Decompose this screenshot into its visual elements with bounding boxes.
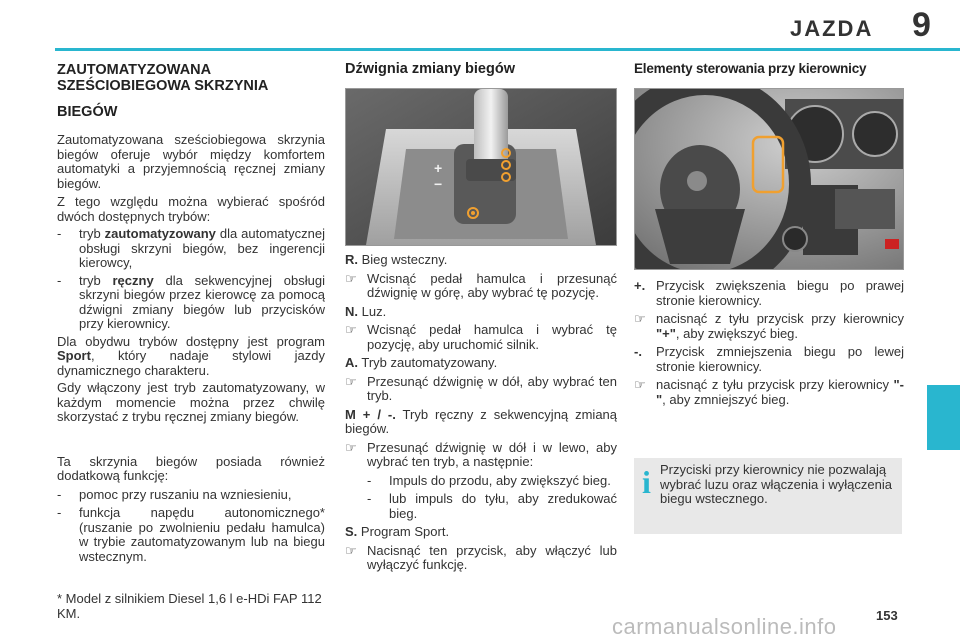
gear-lever-illustration: [346, 89, 616, 245]
step-icon: ☞: [345, 270, 357, 286]
column-intro: [57, 60, 325, 621]
sport-name: Sport: [57, 348, 91, 363]
mode-manual-name: ręczny: [112, 272, 154, 288]
modes-paragraph: Z tego względu można wybierać spośród dwóch dostępnych trybów:: [57, 194, 325, 224]
column-steering-controls: [634, 60, 904, 77]
function-hill-start: - pomoc przy ruszaniu na wzniesieniu,: [57, 486, 292, 502]
list-dash: -: [367, 491, 372, 506]
position-m-sub2: - lub impuls do tyłu, aby zredukować bieg.: [367, 491, 617, 521]
function-creep: - funkcja napędu autonomicznego* (ruszanie po zwolnieniu pedału hamulca) w trybie zautomatyzowanym lub na biegu wstecznym.: [57, 505, 325, 564]
info-box: [634, 458, 902, 534]
step-icon: ☞: [345, 439, 357, 455]
footnote: * Model z silnikiem Diesel 1,6 l e-HDi FAP 112 KM.: [57, 591, 322, 621]
position-s: S. Program Sport.: [345, 524, 450, 539]
photo-plus-label: +: [434, 160, 443, 176]
info-text: Przyciski przy kierownicy nie pozwalają wybrać luzu oraz włączenia i wyłączenia biegu wstecznego.: [660, 462, 892, 506]
list-dash: -: [57, 486, 62, 502]
step-icon: ☞: [345, 322, 357, 337]
step-icon: ☞: [634, 377, 646, 392]
position-a: A. Tryb zautomatyzowany.: [345, 355, 498, 370]
mode-manual: - tryb ręczny dla sekwencyjnej obsługi skrzyni biegów przez kierowcę za pomocą dźwigni zmiany biegów lub przycisków przy kierownicy.: [57, 272, 325, 331]
override-paragraph: Gdy włączony jest tryb zautomatyzowany, w każdym momencie można przez chwilę skorzystać z trybu ręcznej zmiany biegów.: [57, 380, 325, 424]
list-dash: -: [367, 472, 372, 488]
position-r-step: ☞ Wcisnąć pedał hamulca i przesunąć dźwignię w górę, aby wybrać tę pozycję.: [345, 270, 617, 300]
step-icon: ☞: [634, 311, 646, 326]
steering-wheel-illustration: [635, 89, 903, 269]
downshift-button-description: -. Przycisk zmniejszenia biegu po lewej stronie kierownicy.: [634, 344, 904, 374]
mode-automated: - tryb zautomatyzowany dla automatycznej obsługi skrzyni biegów, bez ingerencji kierowcy,: [57, 226, 325, 270]
chapter-side-tab: [927, 385, 960, 450]
extra-function-paragraph: Ta skrzynia biegów posiada również dodatkową funkcję:: [57, 453, 325, 483]
position-s-step: ☞ Nacisnąć ten przycisk, aby włączyć lub wyłączyć funkcję.: [345, 542, 617, 572]
step-icon: ☞: [345, 373, 357, 389]
upshift-step: ☞ nacisnąć z tyłu przycisk przy kierownicy "+", aby zwiększyć bieg.: [634, 311, 904, 341]
position-n-step: ☞ Wcisnąć pedał hamulca i wybrać tę pozycję, aby uruchomić silnik.: [345, 322, 617, 352]
upshift-label: +.: [634, 278, 646, 293]
list-dash: -: [57, 272, 62, 288]
section-title-line3: BIEGÓW: [57, 104, 118, 120]
steering-wheel-photo: [634, 88, 904, 270]
downshift-step: ☞ nacisnąć z tyłu przycisk przy kierownicy "-", aby zmniejszyć bieg.: [634, 377, 904, 407]
position-m-step: ☞ Przesunąć dźwignię w dół i w lewo, aby wybrać ten tryb, a następnie:: [345, 439, 617, 469]
gear-lever-title: Dźwignia zmiany biegów: [345, 61, 515, 77]
sport-paragraph: Dla obydwu trybów dostępny jest program Sport, który nadaje stylowi jazdy dynamicznego charakteru.: [57, 333, 325, 378]
mode-automated-name: zautomatyzowany: [104, 226, 216, 241]
column-gear-lever: [345, 60, 617, 77]
chapter-title: JAZDA: [790, 16, 874, 41]
position-n: N. Luz.: [345, 303, 387, 319]
section-title-line1: ZAUTOMATYZOWANA: [57, 62, 212, 78]
section-title-line2: SZEŚCIOBIEGOWA SKRZYNIA: [57, 78, 269, 94]
position-m-sub1: - Impuls do przodu, aby zwiększyć bieg.: [367, 472, 611, 488]
watermark: carmanualsonline.info: [612, 614, 837, 639]
gear-lever-photo: [345, 88, 617, 246]
header-divider: [55, 48, 960, 51]
page-number: 153: [876, 608, 898, 623]
gear-positions: [345, 253, 617, 573]
photo-minus-label: −: [434, 176, 443, 192]
position-m: M + / -. Tryb ręczny z sekwencyjną zmianą biegów.: [345, 406, 618, 436]
info-icon: i: [642, 464, 651, 500]
intro-paragraph: Zautomatyzowana sześciobiegowa skrzynia biegów oferuje wybór między komfortem automatyki a przyjemnością ręcznej zmiany biegów.: [57, 132, 325, 191]
chapter-number: 9: [912, 6, 931, 44]
downshift-label: -.: [634, 344, 642, 359]
position-a-step: ☞ Przesunąć dźwignię w dół, aby wybrać ten tryb.: [345, 373, 617, 403]
steering-controls-title: Elementy sterowania przy kierownicy: [634, 61, 867, 76]
steering-controls-list: [634, 279, 904, 407]
list-dash: -: [57, 505, 62, 520]
step-icon: ☞: [345, 542, 357, 558]
list-dash: -: [57, 226, 62, 241]
upshift-button-description: +. Przycisk zwiększenia biegu po prawej stronie kierownicy.: [634, 278, 904, 308]
position-r: R. Bieg wsteczny.: [345, 252, 448, 267]
section-title: [57, 62, 325, 94]
